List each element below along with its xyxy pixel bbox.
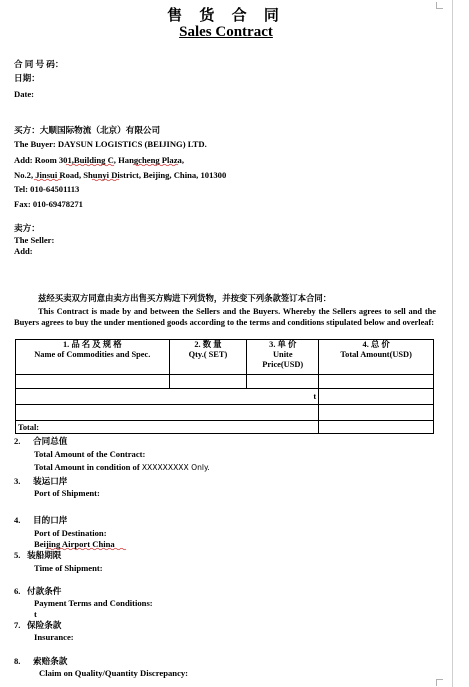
buyer-address-line-1-text: Add: Room 301,Building C, Hangcheng Plaza, bbox=[14, 155, 184, 165]
section-7-line-1: Insurance: bbox=[34, 632, 74, 642]
header-unit-price-en-1: Unite bbox=[273, 350, 293, 359]
table-merged-cell bbox=[16, 405, 319, 421]
section-6-number: 6. bbox=[14, 586, 21, 596]
header-total-amount-cn: 4. 总 价 bbox=[362, 340, 390, 349]
section-7-title: 保险条款 bbox=[27, 620, 62, 630]
section-4-title: 目的口岸 bbox=[33, 515, 68, 525]
table-cell bbox=[169, 375, 247, 389]
section-2-line-1: Total Amount of the Contract: bbox=[34, 449, 146, 459]
buyer-fax: Fax: 010-69478271 bbox=[14, 199, 83, 209]
total-value-cell bbox=[319, 421, 434, 434]
date-label-en: Date: bbox=[14, 89, 35, 99]
section-6-title: 付款条件 bbox=[27, 586, 62, 596]
section-2-number: 2. bbox=[14, 436, 21, 446]
table-row-mark: t bbox=[313, 391, 317, 401]
total-label-cell bbox=[16, 421, 319, 434]
section-8-title: 索赔条款 bbox=[33, 656, 68, 666]
section-3-title: 装运口岸 bbox=[33, 476, 68, 486]
section-4-line-1: Port of Destination: bbox=[34, 528, 107, 538]
section-2-title: 合同总值 bbox=[33, 436, 68, 446]
buyer-label-cn: 买方：大顺国际物流（北京）有限公司 bbox=[14, 125, 161, 135]
goods-table bbox=[15, 339, 434, 434]
date-label-cn: 日期： bbox=[14, 73, 40, 83]
section-3-line-1: Port of Shipment: bbox=[34, 488, 100, 498]
table-row bbox=[16, 375, 434, 389]
intro-english: This Contract is made by and between the Sellers and the Buyers. Whereby the Sellers agrees to sell and the Buyers agrees to buy the under mentioned goods according to the terms and conditions stipulated below and overleaf: bbox=[14, 307, 436, 327]
table-cell bbox=[319, 405, 434, 421]
table-row bbox=[16, 389, 434, 405]
seller-label-cn: 卖方： bbox=[14, 223, 40, 233]
section-6-line-2: t bbox=[34, 609, 37, 619]
title-chinese: 售 货 合 同 bbox=[167, 6, 285, 24]
buyer-tel: Tel: 010-64501113 bbox=[14, 184, 80, 194]
table-cell bbox=[247, 375, 319, 389]
header-commodity-cn: 1. 品 名 及 规 格 bbox=[62, 340, 122, 349]
section-5-line-1: Time of Shipment: bbox=[34, 563, 103, 573]
header-unit-price bbox=[247, 340, 319, 375]
section-4-line-2: Beijing Airport China bbox=[34, 539, 115, 549]
buyer-address-line-2: No.2, Jinsui Road, Shunyi District, Beijing, China, 101300 bbox=[14, 170, 227, 180]
section-2-line-2-a: Total Amount in condition of bbox=[34, 462, 142, 472]
header-unit-price-cn: 3. 单 价 bbox=[269, 340, 297, 349]
title-english: Sales Contract bbox=[179, 24, 273, 40]
table-merged-cell bbox=[16, 389, 319, 405]
table-row bbox=[16, 405, 434, 421]
header-total-amount bbox=[319, 340, 434, 375]
header-commodity-en: Name of Commodities and Spec. bbox=[34, 350, 151, 359]
section-2-line-2 bbox=[34, 462, 210, 473]
header-quantity-en: Qty.( SET) bbox=[188, 350, 228, 359]
header-commodity bbox=[16, 340, 170, 375]
section-4-number: 4. bbox=[14, 515, 21, 525]
seller-address-label: Add: bbox=[14, 246, 33, 256]
intro-chinese: 兹经买卖双方同意由卖方出售买方购进下列货物，并按变下列条款签订本合同： bbox=[38, 294, 332, 303]
total-label: Total: bbox=[18, 423, 40, 432]
section-7-number: 7. bbox=[14, 620, 21, 630]
table-cell bbox=[319, 389, 434, 405]
contract-number-label: 合 同 号 码： bbox=[14, 59, 64, 69]
section-2-line-2-b: XXXXXXXXX Only. bbox=[141, 463, 210, 472]
table-cell bbox=[319, 375, 434, 389]
table-cell bbox=[16, 375, 170, 389]
table-total-row bbox=[16, 421, 434, 434]
section-3-number: 3. bbox=[14, 476, 21, 486]
header-unit-price-en-2: Price(USD) bbox=[262, 360, 304, 369]
seller-label-en: The Seller: bbox=[14, 235, 55, 245]
buyer-name-en: The Buyer: DAYSUN LOGISTICS (BEIJING) LTD. bbox=[14, 139, 207, 149]
section-5-number: 5. bbox=[14, 550, 21, 560]
header-total-amount-en: Total Amount(USD) bbox=[340, 350, 412, 359]
header-quantity-cn: 2. 数 量 bbox=[194, 340, 222, 349]
header-quantity bbox=[169, 340, 247, 375]
section-5-title: 装船期限 bbox=[27, 550, 62, 560]
section-6-line-1: Payment Terms and Conditions: bbox=[34, 598, 153, 608]
section-8-line-1: Claim on Quality/Quantity Discrepancy: bbox=[39, 668, 189, 678]
table-header-row bbox=[16, 340, 434, 375]
section-8-number: 8. bbox=[14, 656, 21, 666]
